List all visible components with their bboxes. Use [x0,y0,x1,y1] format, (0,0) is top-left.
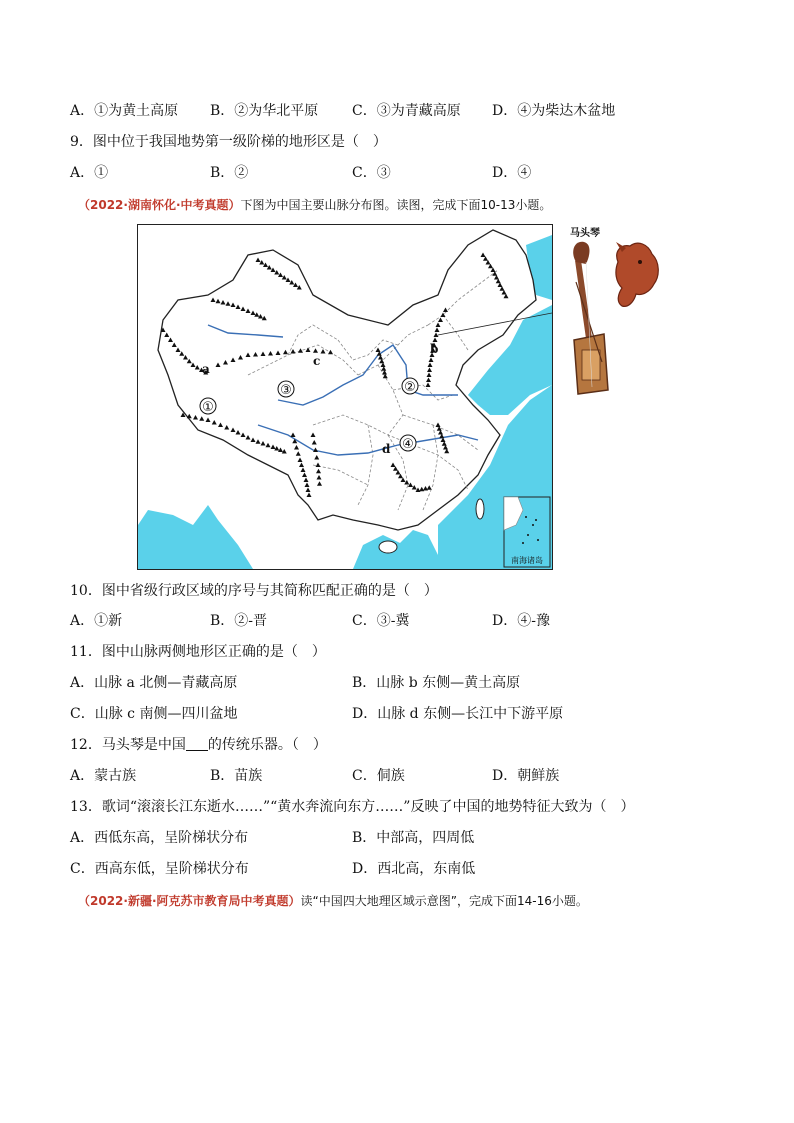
q8-option-c: C．③为青藏高原 [352,103,461,119]
q12-option-d: D．朝鲜族 [492,768,560,784]
q13-stem: 13．歌词“滚滚长江东逝水……”“黄水奔流向东方……”反映了中国的地势特征大致为（ ） [70,799,635,815]
q12-stem [70,735,327,755]
source-tag: （2022·新疆·阿克苏市教育局中考真题） [78,894,301,908]
marker-1: ① [202,400,214,415]
q10-option-d: D．④-豫 [492,613,550,629]
q9-option-c: C．③ [352,165,391,181]
source-text: 下图为中国主要山脉分布图。读图，完成下面10-13小题。 [240,198,552,212]
q13-option-a: A．西低东高，呈阶梯状分布 [70,830,249,846]
source-text: 读“中国四大地理区域示意图”，完成下面14-16小题。 [300,894,588,908]
q11-option-d: D．山脉 d 东侧—长江中下游平原 [352,706,564,722]
mountain-label-a: a [202,362,210,376]
q13-option-d: D．西北高，东南低 [352,861,476,877]
matouqin-illustration [556,222,666,397]
q10-stem: 10．图中省级行政区域的序号与其简称匹配正确的是（ ） [70,583,438,599]
q11-stem: 11．图中山脉两侧地形区正确的是（ ） [70,644,326,660]
marker-3: ③ [280,383,292,398]
horse-head-carving [616,243,658,306]
q8-option-d: D．④为柴达木盆地 [492,103,616,119]
q12-blank [186,736,208,751]
mountain-label-d: d [382,442,391,456]
q9-option-a: A．① [70,165,109,181]
q10-option-b: B．②-晋 [210,613,268,629]
marker-4: ④ [402,437,414,452]
source-tag: （2022·湖南怀化·中考真题） [78,198,241,212]
q9-stem: 9．图中位于我国地势第一级阶梯的地形区是（ ） [70,134,387,150]
taiwan-island [476,499,484,519]
q8-option-a: A．①为黄土高原 [70,103,179,119]
q13-option-b: B．中部高，四周低 [352,830,475,846]
q10-option-a: A．①新 [70,613,123,629]
q12-option-a: A．蒙古族 [70,768,137,784]
q13-option-c: C．西高东低，呈阶梯状分布 [70,861,249,877]
q11-option-b: B．山脉 b 东侧—黄土高原 [352,675,521,691]
mountain-label-b: b [430,342,439,356]
mountain-label-c: c [313,354,321,368]
q12-stem-before: 12．马头琴是中国 [70,737,186,753]
hainan-island [379,541,397,553]
q12-option-b: B．苗族 [210,768,263,784]
marker-2: ② [404,380,416,395]
q10-option-c: C．③-冀 [352,613,410,629]
fiddle-head [573,242,589,264]
q11-option-a: A．山脉 a 北侧—青藏高原 [70,675,238,691]
q11-option-c: C．山脉 c 南侧—四川盆地 [70,706,238,722]
inset-label: 南海诸岛 [511,556,543,565]
instrument-label: 马头琴 [570,228,600,239]
q9-option-d: D．④ [492,165,532,181]
q12-stem-after: 的传统乐器。（ ） [207,737,327,753]
q12-option-c: C．侗族 [352,768,405,784]
china-mountain-map [137,224,553,570]
south-sea-inset [504,497,550,567]
q8-option-b: B．②为华北平原 [210,103,319,119]
source-note-1 [78,196,551,214]
source-note-2 [78,892,588,910]
q9-option-b: B．② [210,165,249,181]
